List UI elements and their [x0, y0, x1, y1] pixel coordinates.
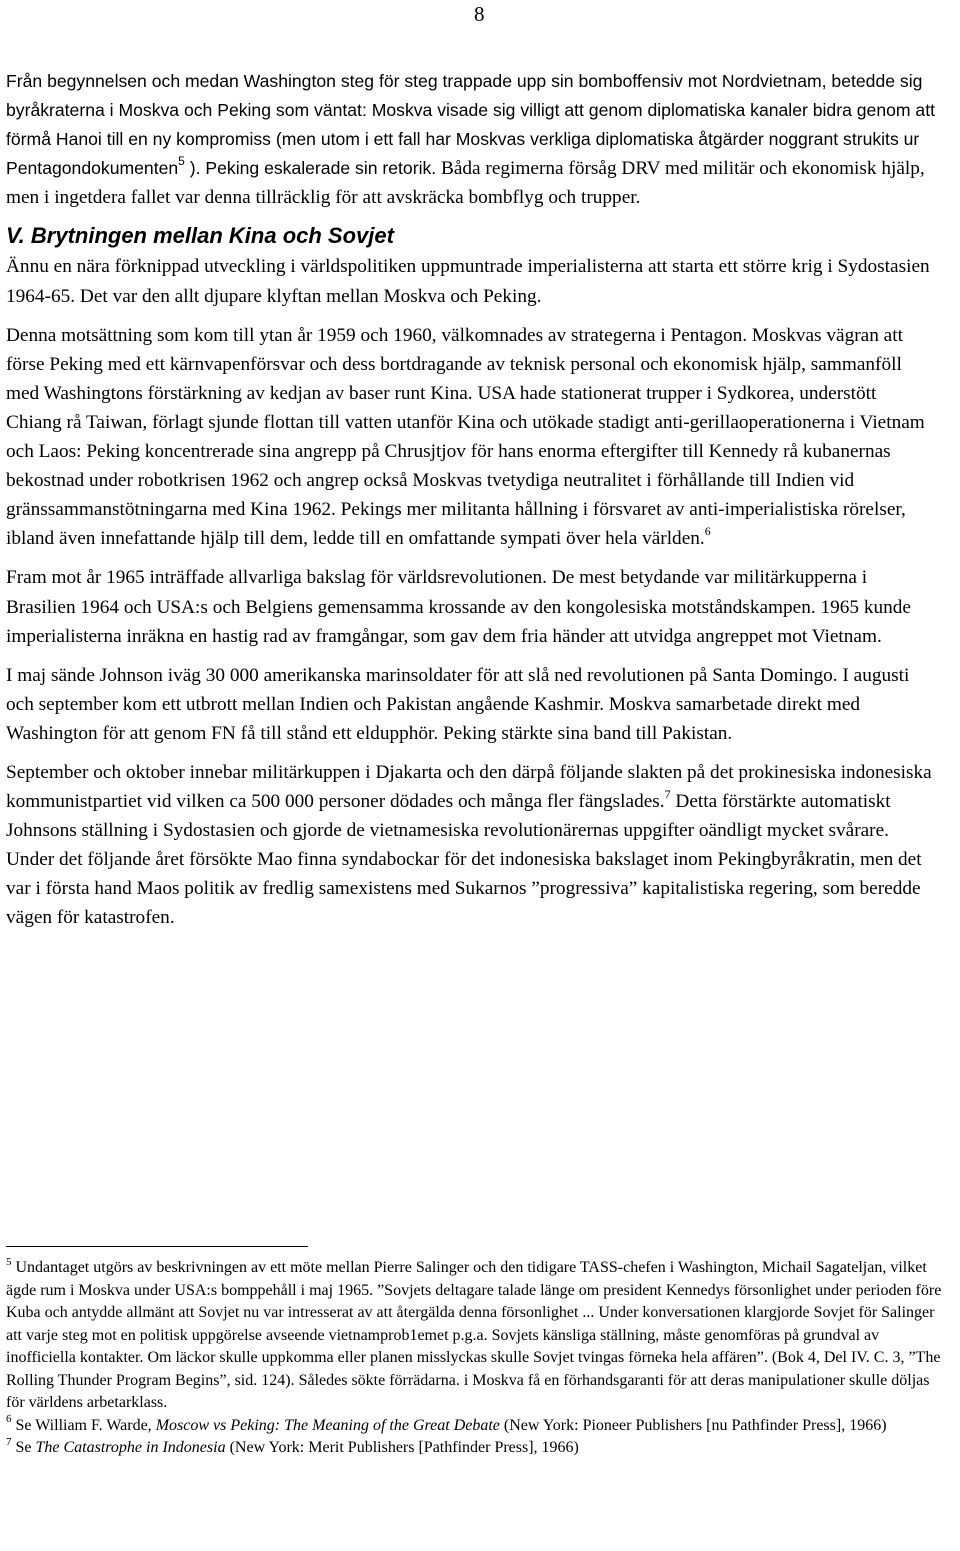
section-heading: V. Brytningen mellan Kina och Sovjet — [6, 223, 394, 249]
paragraph-4: Fram mot år 1965 inträffade allvarliga bakslag för världsrevolutionen. De mest betydande var militärkupperna i Brasilien 1964 och USA:s och Belgiens gemensamma krossande av den kongolesiska motståndskampen. 1965 kunde imperialisterna inräkna en hastig rad av framgångar, som gav dem fria händer att utvidga angreppet mot Vietnam. — [6, 567, 911, 647]
footnote-text: (New York: Merit Publishers [Pathfinder Press], 1966) — [225, 1439, 579, 1456]
footnotes — [6, 1257, 946, 1460]
paragraph-6-text-a: September och oktober innebar militärkuppen i Djakarta och den därpå följande slakten på det prokinesiska indonesiska kommunistpartiet vid vilken ca 500 000 personer dödades och många fler fängslades. — [6, 761, 932, 813]
footnote-number: 6 — [6, 1413, 12, 1426]
footnote-text: Se — [11, 1439, 36, 1456]
paragraph-6-text-b: Detta förstärkte automatiskt Johnsons ställning i Sydostasien och gjorde de vietnamesiska revolutionärernas uppgifter oändligt mycket svårare. Under det följande året försökte Mao finna syndabockar för det indonesiska bakslaget inom Pekingbyråkratin, men det var i första hand Maos politik av fredlig samexistens med Sukarnos ”progressiva” kapitalistiska regering, som beredde vägen för katastrofen. — [6, 791, 922, 929]
footnote-text: (New York: Pioneer Publishers [nu Pathfinder Press], 1966) — [499, 1416, 887, 1434]
paragraph-1 — [6, 67, 936, 212]
body-text — [6, 67, 936, 943]
paragraph-1-serif-text: Båda regimerna försåg DRV med militär och ekonomisk hjälp, men i ingetdera fallet var denna tillräcklig för att avskräcka bombflyg och trupper. — [6, 158, 925, 209]
footnote-number: 7 — [6, 1435, 12, 1448]
footnote-5 — [6, 1257, 946, 1415]
footnote-ref-5[interactable]: 5 — [178, 154, 185, 169]
paragraph-1-text: Från begynnelsen och medan Washington steg för steg trappade upp sin bomboffensiv mot Nordvietnam, betedde sig byråkraterna i Moskva och Peking som väntat: Moskva visade sig villigt att genom diplomatiska kanaler bidra genom att förmå Hanoi till en ny kompromiss (men utom i ett fall har Moskvas verkliga diplomatiska åtgärder noggrant strukits ur Pentagondokumenten — [6, 71, 935, 179]
paragraph-6 — [6, 758, 936, 933]
footnote-book-title: Moscow vs Peking: The Meaning of the Great Debate — [155, 1416, 500, 1434]
footnote-book-title: The Catastrophe in Indonesia — [35, 1439, 226, 1456]
paragraph-3 — [6, 321, 936, 554]
footnote-text: Se William F. Warde, — [11, 1416, 156, 1434]
paragraph-1-close: ). Peking eskalerade sin retorik. — [184, 158, 437, 179]
paragraph-2: Ännu en nära förknippad utveckling i världspolitiken uppmuntrade imperialisterna att starta ett större krig i Sydostasien 1964-65. Det var den allt djupare klyftan mellan Moskva och Peking. — [6, 256, 930, 307]
footnote-text: Undantaget utgörs av beskrivningen av ett möte mellan Pierre Salinger och den tidigare TASS-chefen i Washington, Michail Sagateljan, vilket ägde rum i Moskva under USA:s bomppehåll i maj 1965. ”Sovjets deltagare talade länge om president Kennedys försonlighet under perioden före Kuba och antydde allmänt att Sovjet nu var intresserat av att återgälda denna försonlighet ... Under konversationen klargjorde Sovjet för Salinger att varje steg mot en politisk uppgörelse avseende vietnamprob1emet p.g.a. Sovjets känsliga ställning, måste genomföras på grundval av inofficiella kontakter. Om läckor skulle uppkomma eller planen misslyckas skulle Sovjet tvingas förneka hela affären”. (Bok 4, Del IV. C. 3, ”The Rolling Thunder Program Begins”, sid. 124). Således sökte förrädarna. i Moskva få en förhandsgaranti för att deras manipulationer skulle döljas för världens arbetarklass. — [6, 1259, 942, 1411]
footnote-number: 5 — [6, 1255, 12, 1268]
footnote-ref-7[interactable]: 7 — [664, 786, 671, 801]
paragraph-3-text: Denna motsättning som kom till ytan år 1959 och 1960, välkomnades av strategerna i Pentagon. Moskvas vägran att förse Peking med ett kärnvapenförsvar och dess bortdragande av teknisk personal och ekonomisk hjälp, sammanföll med Washingtons förstärkning av kedjan av baser runt Kina. USA hade stationerat trupper i Sydkorea, understött Chiang rå Taiwan, förlagt sjunde flottan till vatten utanför Kina och utökade stadigt anti-gerillaoperationerna i Vietnam och Laos: Peking koncentrerade sina angrepp på Chrusjtjov för hans enorma eftergifter till Kennedy rå kubanernas bekostnad under robotkrisen 1962 och angrep också Moskvas tvetydiga neutralitet i förhållande till Indien vid gränssammanstötningarna med Kina 1962. Pekings mer militanta hållning i försvaret av anti-imperialistiska rörelser, ibland även innefattande hjälp till dem, ledde till en omfattande sympati över hela världen. — [6, 324, 925, 550]
page-number: 8 — [474, 2, 485, 26]
paragraph-5: I maj sände Johnson iväg 30 000 amerikanska marinsoldater för att slå ned revolutionen på Santa Domingo. I augusti och september kom ett utbrott mellan Indien och Pakistan angående Kashmir. Moskva samarbetade direkt med Washington för att genom FN få till stånd ett eldupphör. Peking stärkte sina band till Pakistan. — [6, 664, 910, 744]
footnote-ref-6[interactable]: 6 — [704, 523, 711, 538]
footnote-6 — [6, 1415, 946, 1438]
footnote-divider — [6, 1246, 308, 1247]
footnote-7 — [6, 1437, 946, 1460]
